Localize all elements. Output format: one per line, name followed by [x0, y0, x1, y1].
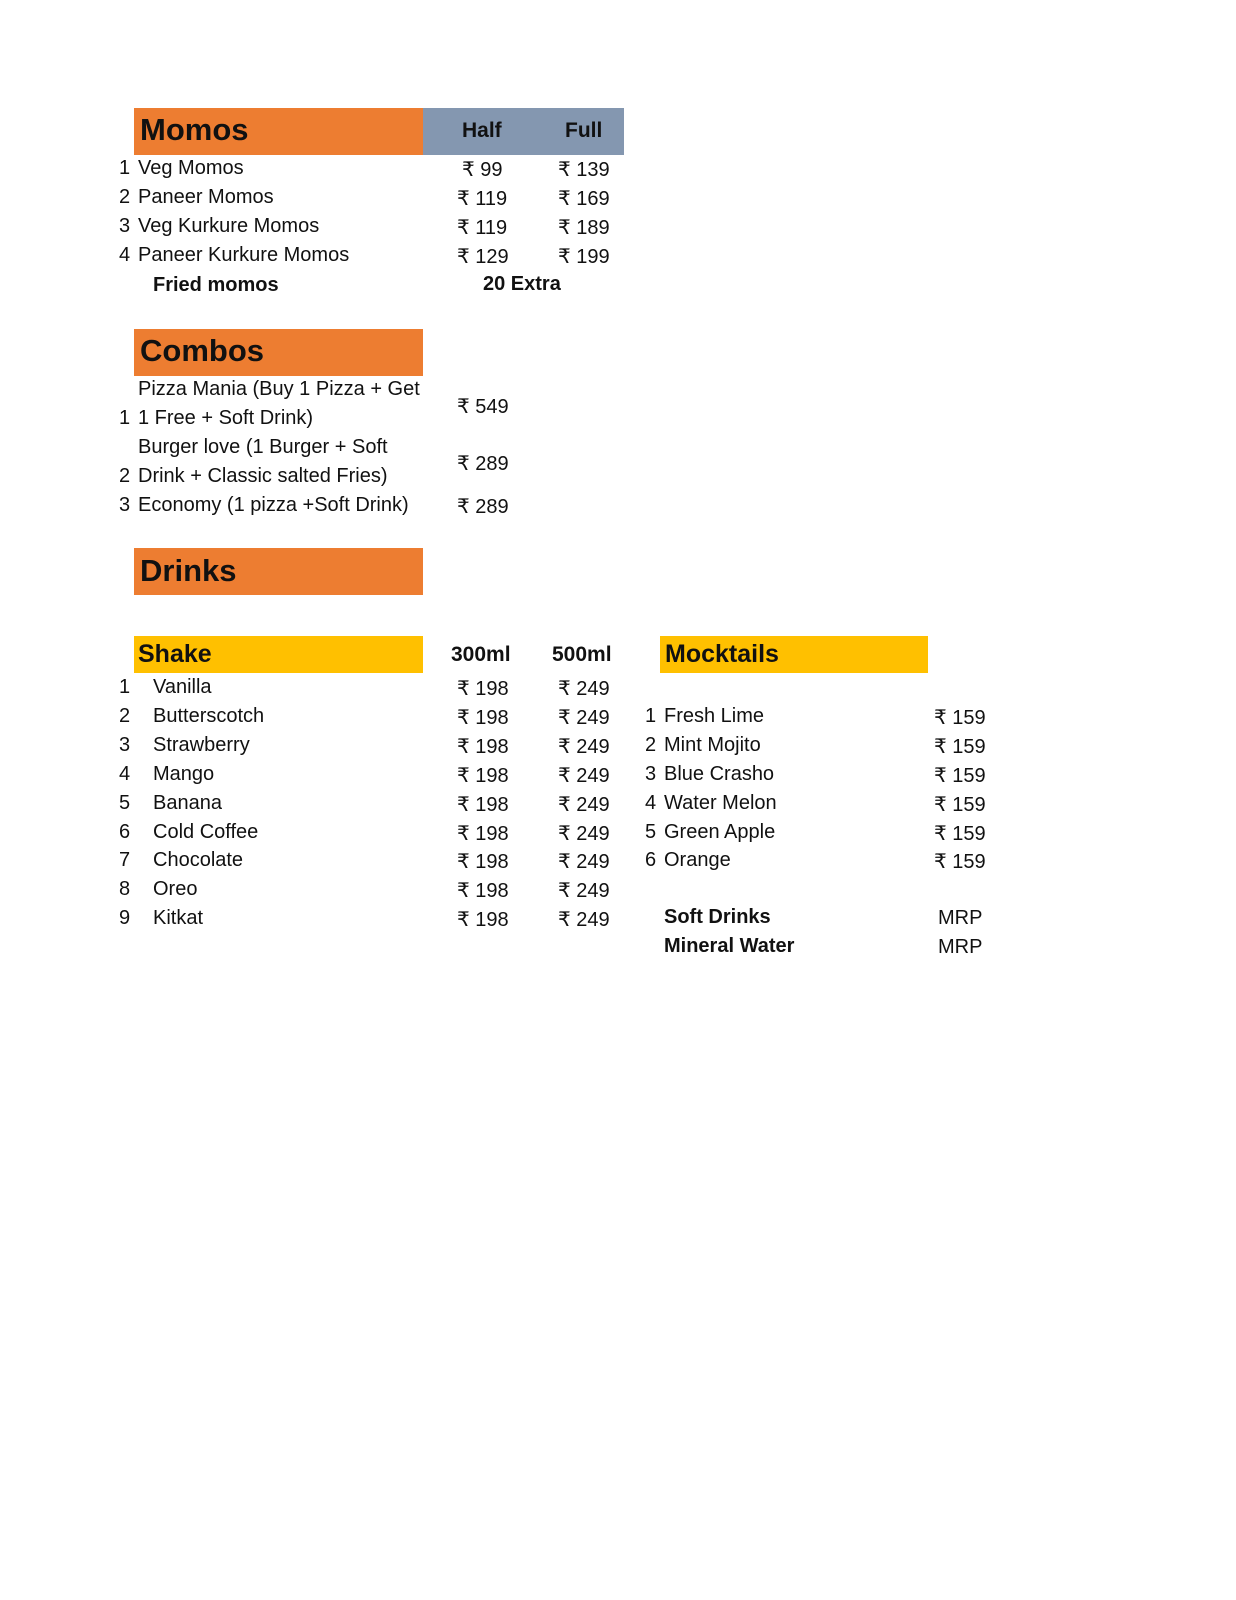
item-number: 4 [119, 763, 131, 785]
price-300ml: ₹ 198 [457, 678, 509, 700]
item-name: Cold Coffee [153, 821, 259, 843]
item-number: 4 [119, 244, 131, 266]
col-300ml-header: 300ml [451, 643, 511, 666]
item-number: 9 [119, 907, 131, 929]
item-name: Chocolate [153, 849, 244, 871]
item-name: Orange [664, 849, 731, 871]
item-number: 7 [119, 849, 131, 871]
col-500ml-header: 500ml [552, 643, 612, 666]
item-price: ₹ 289 [457, 496, 509, 518]
item-price: MRP [938, 936, 983, 958]
item-number: 3 [645, 763, 657, 785]
item-number: 1 [119, 407, 131, 429]
item-number: 3 [119, 494, 131, 516]
item-name: Veg Kurkure Momos [138, 215, 320, 237]
price-300ml: ₹ 198 [457, 707, 509, 729]
momos-title: Momos [140, 112, 249, 147]
item-name: Mango [153, 763, 215, 785]
item-price: MRP [938, 907, 983, 929]
item-name: Strawberry [153, 734, 250, 756]
fried-momos-extra: 20 Extra [483, 273, 561, 295]
item-name: Oreo [153, 878, 198, 900]
price-full: ₹ 189 [558, 217, 610, 239]
item-number: 2 [119, 186, 131, 208]
price-500ml: ₹ 249 [558, 736, 610, 758]
item-price: ₹ 159 [934, 823, 986, 845]
item-number: 4 [645, 792, 657, 814]
price-300ml: ₹ 198 [457, 851, 509, 873]
col-half-header: Half [462, 119, 502, 142]
item-name-line1: Economy (1 pizza +Soft Drink) [138, 494, 409, 516]
item-price: ₹ 159 [934, 707, 986, 729]
item-number: 8 [119, 878, 131, 900]
price-full: ₹ 169 [558, 188, 610, 210]
item-name: Mineral Water [664, 935, 795, 957]
item-number: 3 [119, 215, 131, 237]
item-price: ₹ 159 [934, 794, 986, 816]
item-price: ₹ 159 [934, 736, 986, 758]
price-300ml: ₹ 198 [457, 909, 509, 931]
mocktails-title: Mocktails [665, 640, 779, 668]
item-name: Banana [153, 792, 222, 814]
item-number: 2 [119, 705, 131, 727]
price-300ml: ₹ 198 [457, 765, 509, 787]
price-300ml: ₹ 198 [457, 880, 509, 902]
price-500ml: ₹ 249 [558, 765, 610, 787]
item-name: Veg Momos [138, 157, 244, 179]
combos-title: Combos [140, 333, 264, 368]
item-number: 2 [119, 465, 131, 487]
price-500ml: ₹ 249 [558, 794, 610, 816]
price-full: ₹ 199 [558, 246, 610, 268]
col-full-header: Full [565, 119, 603, 142]
item-price: ₹ 289 [457, 453, 509, 475]
item-name: Butterscotch [153, 705, 265, 727]
price-half: ₹ 129 [457, 246, 509, 268]
item-name-line2: 1 Free + Soft Drink) [138, 407, 314, 429]
price-full: ₹ 139 [558, 159, 610, 181]
price-half: ₹ 119 [457, 188, 508, 210]
item-name: Green Apple [664, 821, 776, 843]
item-name: Paneer Momos [138, 186, 274, 208]
price-500ml: ₹ 249 [558, 707, 610, 729]
item-number: 2 [645, 734, 657, 756]
price-half: ₹ 119 [457, 217, 508, 239]
price-500ml: ₹ 249 [558, 823, 610, 845]
price-500ml: ₹ 249 [558, 851, 610, 873]
price-300ml: ₹ 198 [457, 794, 509, 816]
item-name: Soft Drinks [664, 906, 771, 928]
item-name-line2: Drink + Classic salted Fries) [138, 465, 388, 487]
item-number: 1 [645, 705, 657, 727]
item-name: Blue Crasho [664, 763, 775, 785]
item-name: Water Melon [664, 792, 777, 814]
item-number: 1 [119, 157, 131, 179]
price-half: ₹ 99 [462, 159, 503, 181]
item-name-line1: Pizza Mania (Buy 1 Pizza + Get [138, 378, 420, 400]
item-number: 3 [119, 734, 131, 756]
price-500ml: ₹ 249 [558, 909, 610, 931]
item-number: 5 [645, 821, 657, 843]
price-500ml: ₹ 249 [558, 880, 610, 902]
item-name: Kitkat [153, 907, 204, 929]
item-price: ₹ 549 [457, 396, 509, 418]
item-name: Paneer Kurkure Momos [138, 244, 350, 266]
price-300ml: ₹ 198 [457, 823, 509, 845]
price-300ml: ₹ 198 [457, 736, 509, 758]
item-name: Vanilla [153, 676, 212, 698]
price-500ml: ₹ 249 [558, 678, 610, 700]
item-number: 6 [119, 821, 131, 843]
item-number: 5 [119, 792, 131, 814]
item-name: Mint Mojito [664, 734, 761, 756]
item-number: 1 [119, 676, 131, 698]
item-number: 6 [645, 849, 657, 871]
item-price: ₹ 159 [934, 765, 986, 787]
fried-momos-label: Fried momos [153, 274, 279, 296]
shake-title: Shake [138, 640, 212, 668]
item-name: Fresh Lime [664, 705, 765, 727]
item-price: ₹ 159 [934, 851, 986, 873]
item-name-line1: Burger love (1 Burger + Soft [138, 436, 388, 458]
drinks-title: Drinks [140, 553, 237, 588]
